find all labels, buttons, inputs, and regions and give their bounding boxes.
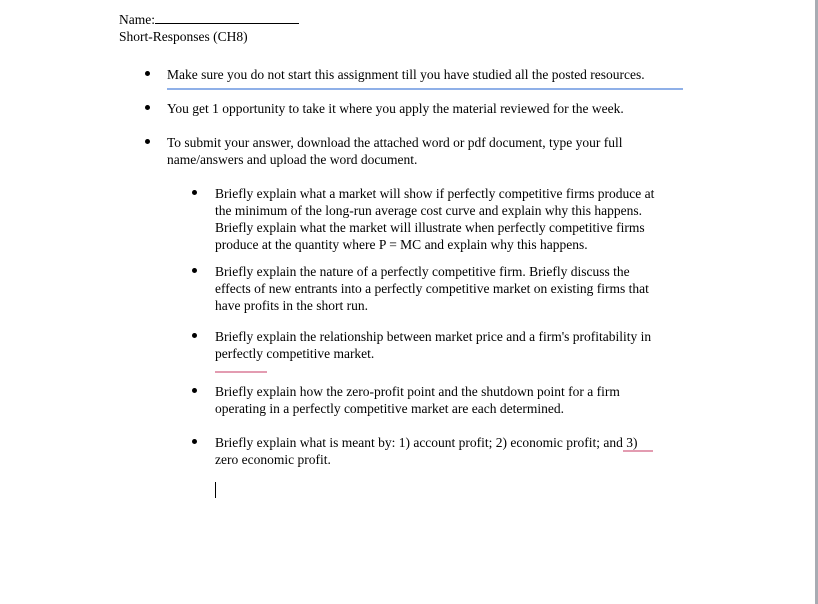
spelling-underline [215,371,267,373]
instruction-3-line-2: name/answers and upload the word document. [167,152,418,167]
question-5 [215,434,638,468]
instruction-1-line-1: Make sure you do not start this assignment till you have studied all the posted resources. [167,67,645,82]
question-2 [215,263,649,314]
text-cursor[interactable] [215,482,216,498]
bullet-icon [145,139,150,144]
question-3 [215,328,651,362]
question-2-line-2: effects of new entrants into a perfectly competitive market on existing firms that [215,281,649,296]
question-1-line-1: Briefly explain what a market will show if perfectly competitive firms produce at [215,186,655,201]
instruction-3 [167,134,623,168]
document-subtitle: Short-Responses (CH8) [119,29,248,44]
instruction-3-line-1: To submit your answer, download the attached word or pdf document, type your full [167,135,623,150]
question-1 [215,185,654,253]
question-1-line-3: Briefly explain what the market will illustrate when perfectly competitive firms [215,220,645,235]
question-4-line-2: operating in a perfectly competitive market are each determined. [215,401,564,416]
instruction-2 [167,100,624,117]
question-1-line-2: the minimum of the long-run average cost curve and explain why this happens. [215,203,643,218]
spelling-underline [623,450,653,452]
grammar-underline [167,88,683,90]
question-3-line-2: perfectly competitive market. [215,346,375,361]
question-1-line-4: produce at the quantity where P = MC and explain why this happens. [215,237,588,252]
question-5-line-2: zero economic profit. [215,452,331,467]
bullet-icon [145,105,150,110]
question-4-line-1: Briefly explain how the zero-profit point and the shutdown point for a firm [215,384,620,399]
name-field[interactable] [119,11,299,28]
question-2-line-1: Briefly explain the nature of a perfectly competitive firm. Briefly discuss the [215,264,630,279]
question-3-line-1: Briefly explain the relationship between market price and a firm's profitability in [215,329,652,344]
bullet-icon [192,190,197,195]
name-blank-line[interactable] [155,11,299,24]
bullet-icon [192,439,197,444]
name-label: Name: [119,12,155,27]
instruction-2-line-1: You get 1 opportunity to take it where you apply the material reviewed for the week. [167,101,624,116]
question-2-line-3: have profits in the short run. [215,298,368,313]
bullet-icon [192,388,197,393]
question-4 [215,383,620,417]
instruction-1 [167,66,645,83]
bullet-icon [192,333,197,338]
bullet-icon [192,268,197,273]
question-5-line-1: Briefly explain what is meant by: 1) account profit; 2) economic profit; and 3) [215,435,638,450]
bullet-icon [145,71,150,76]
